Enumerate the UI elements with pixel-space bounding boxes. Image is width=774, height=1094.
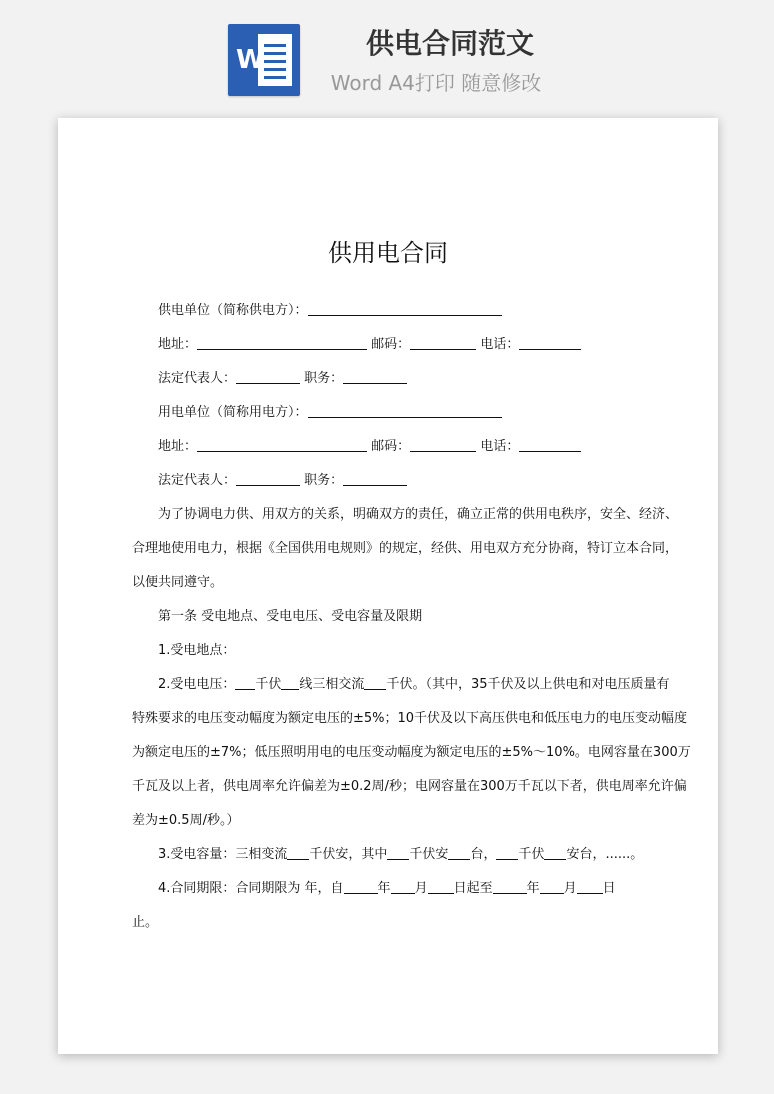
supplier-phone-field[interactable] <box>519 335 581 350</box>
document-page <box>58 118 718 1054</box>
item-2-line-5: 差为±0.5周/秒。） <box>132 813 240 828</box>
item-3-text-b: 千伏安，其中 <box>309 847 388 862</box>
item-4-line-2: 止。 <box>132 915 159 930</box>
supplier-unit-label: 供电单位（简称供电方）： <box>158 303 308 318</box>
supplier-unit-line <box>132 294 644 328</box>
consumer-position-field[interactable] <box>343 471 407 486</box>
consumer-unit-field[interactable] <box>308 403 502 418</box>
item-3-label: 3.受电容量：三相变流 <box>158 847 288 862</box>
document-body <box>132 294 691 940</box>
item-2-label: 2.受电电压： <box>158 677 236 692</box>
item-2-line-2: 特殊要求的电压变动幅度为额定电压的±5%；10千伏及以下高压供电和低压电力的电压变动幅度 <box>132 711 688 726</box>
start-year-field[interactable] <box>344 879 378 894</box>
preamble-line-2: 合理地使用电力，根据《全国供用电规则》的规定，经供、用电双方充分协商，特订立本合同， <box>132 541 679 556</box>
supplier-position-field[interactable] <box>343 369 407 384</box>
article-1-heading: 第一条 受电地点、受电电压、受电容量及限期 <box>158 609 423 624</box>
year-label-2: 年 <box>526 881 540 896</box>
supplier-rep-label: 法定代表人： <box>158 371 237 386</box>
capacity-field-3[interactable] <box>448 845 470 860</box>
sub-title: Word A4打印 随意修改 <box>330 71 542 95</box>
main-title: 供电合同范文 <box>365 27 534 60</box>
line-count-field[interactable] <box>281 675 299 690</box>
supplier-phone-label: 电话： <box>480 337 520 352</box>
item-2-line-3: 为额定电压的±7%；低压照明用电的电压变动幅度为额定电压的±5%～10%。电网容量在300万 <box>132 745 691 760</box>
preamble-line-3: 以便共同遵守。 <box>132 575 224 590</box>
day-label-1: 日起至 <box>453 881 493 896</box>
item-4-label: 4.合同期限：合同期限为 年，自 <box>158 881 344 896</box>
supplier-address-label: 地址： <box>158 337 198 352</box>
item-3-line <box>132 838 644 872</box>
consumer-rep-label: 法定代表人： <box>158 473 237 488</box>
word-icon <box>228 24 300 96</box>
supplier-position-label: 职务： <box>304 371 344 386</box>
item-2-line-4: 千瓦及以上者，供电周率允许偏差为±0.2周/秒；电网容量在300万千瓦以下者，供电周率允许偏 <box>132 779 687 794</box>
end-month-field[interactable] <box>540 879 564 894</box>
supplier-address-line <box>132 328 644 362</box>
consumer-position-label: 职务： <box>304 473 344 488</box>
consumer-postcode-field[interactable] <box>410 437 476 452</box>
consumer-rep-line <box>132 464 644 498</box>
item-3-text-f: 安台，......。 <box>566 847 644 862</box>
word-letter: W <box>236 45 265 75</box>
item-2-unit: 千伏 <box>255 677 282 692</box>
item-2-line-1 <box>132 668 670 702</box>
consumer-rep-field[interactable] <box>236 471 300 486</box>
supplier-unit-field[interactable] <box>308 301 502 316</box>
capacity-field-2[interactable] <box>387 845 409 860</box>
preamble-line-1: 为了协调电力供、用双方的关系，明确双方的责任，确立正常的供用电秩序，安全、经济、 <box>158 507 679 522</box>
consumer-unit-line <box>132 396 644 430</box>
item-3-text-e: 千伏 <box>518 847 545 862</box>
capacity-field-5[interactable] <box>544 845 566 860</box>
supplier-postcode-field[interactable] <box>410 335 476 350</box>
supplier-rep-line <box>132 362 644 396</box>
ac-voltage-field[interactable] <box>364 675 386 690</box>
consumer-phone-field[interactable] <box>519 437 581 452</box>
end-day-field[interactable] <box>577 879 603 894</box>
month-label-1: 月 <box>414 881 428 896</box>
header <box>0 0 774 110</box>
consumer-address-line <box>132 430 644 464</box>
consumer-postcode-label: 邮码： <box>371 439 411 454</box>
day-label-2: 日 <box>602 881 616 896</box>
item-1: 1.受电地点： <box>158 643 236 658</box>
item-2-text: 千伏。（其中，35千伏及以上供电和对电压质量有 <box>386 677 670 692</box>
document-title: 供用电合同 <box>328 239 448 267</box>
capacity-field-1[interactable] <box>287 845 309 860</box>
consumer-unit-label: 用电单位（简称用电方）： <box>158 405 308 420</box>
voltage-field[interactable] <box>235 675 255 690</box>
capacity-field-4[interactable] <box>496 845 518 860</box>
supplier-address-field[interactable] <box>197 335 367 350</box>
month-label-2: 月 <box>563 881 577 896</box>
item-3-text-c: 千伏安 <box>409 847 449 862</box>
supplier-rep-field[interactable] <box>236 369 300 384</box>
consumer-address-label: 地址： <box>158 439 198 454</box>
item-4-line-1 <box>132 872 644 906</box>
end-year-field[interactable] <box>493 879 527 894</box>
item-2-ac: 线三相交流 <box>299 677 365 692</box>
item-3-text-d: 台， <box>470 847 497 862</box>
year-label-1: 年 <box>377 881 391 896</box>
start-day-field[interactable] <box>428 879 454 894</box>
watermark <box>112 448 131 471</box>
consumer-address-field[interactable] <box>197 437 367 452</box>
consumer-phone-label: 电话： <box>480 439 520 454</box>
start-month-field[interactable] <box>391 879 415 894</box>
supplier-postcode-label: 邮码： <box>371 337 411 352</box>
